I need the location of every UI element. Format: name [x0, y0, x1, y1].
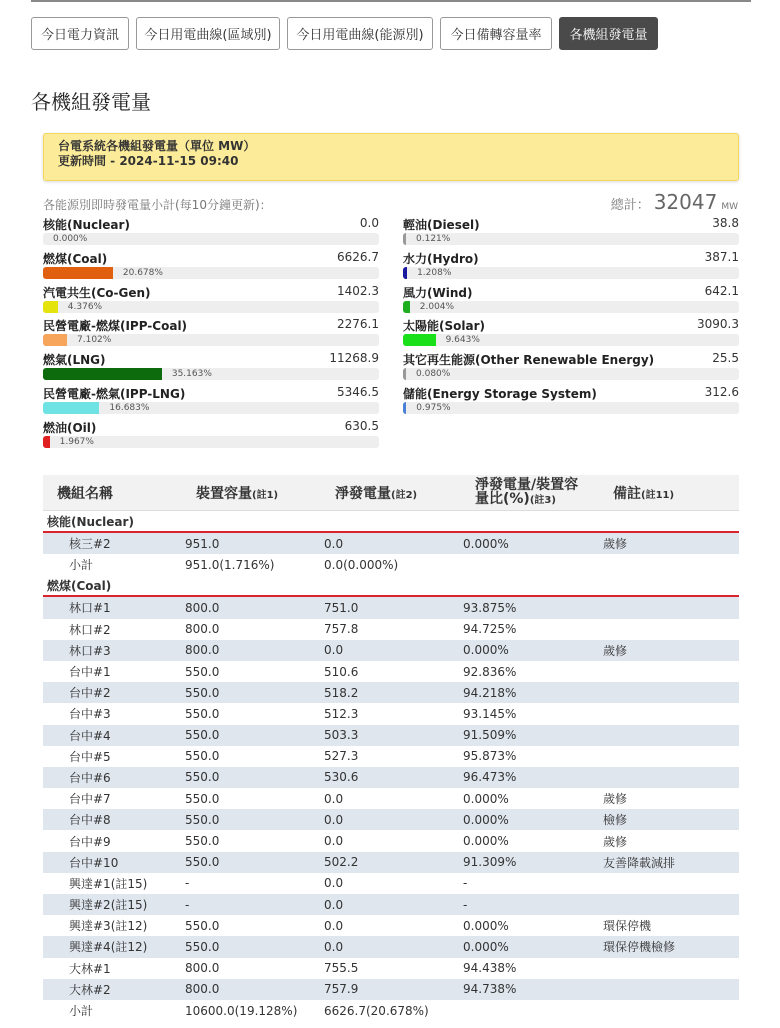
total-unit: MW — [721, 202, 738, 212]
ratio-cell: 94.725% — [463, 622, 517, 637]
source-name: 汽電共生(Co-Gen) — [43, 285, 151, 300]
remark-cell: 環保停機 — [603, 919, 652, 934]
source-bar-track — [43, 334, 379, 346]
source-percent: 2.004% — [419, 301, 455, 312]
tab-bar — [31, 17, 665, 50]
remark-cell: 歲修 — [603, 792, 628, 807]
net-generation-cell: 510.6 — [324, 664, 359, 679]
energy-source-item — [403, 216, 739, 250]
energy-source-item — [403, 351, 739, 385]
capacity-cell: 550.0 — [185, 728, 220, 743]
remark-cell: 歲修 — [603, 834, 628, 849]
header-remarks: 備註 (註11) — [613, 486, 675, 502]
energy-source-item — [43, 385, 379, 419]
ratio-cell: - — [463, 876, 468, 891]
source-bar-fill — [43, 402, 99, 414]
unit-name: 小計 — [69, 558, 94, 573]
capacity-cell: 550.0 — [185, 749, 220, 764]
capacity-cell: 550.0 — [185, 834, 220, 849]
remark-cell: 檢修 — [603, 813, 628, 828]
tab-load-curve-region[interactable]: 今日用電曲線(區域別) — [136, 17, 280, 50]
tab-load-curve-energy[interactable]: 今日用電曲線(能源別) — [287, 17, 433, 50]
ratio-cell: 0.000% — [463, 791, 509, 806]
remark-cell: 歲修 — [603, 643, 628, 658]
source-value: 642.1 — [704, 283, 739, 298]
source-percent: 35.163% — [171, 369, 212, 380]
net-generation-cell: 0.0 — [324, 643, 344, 658]
source-bar-fill — [403, 402, 406, 414]
update-time: 更新時間 - 2024-11-15 09:40 — [58, 154, 239, 168]
capacity-cell: 550.0 — [185, 812, 220, 827]
unit-name: 興達#2(註15) — [69, 898, 148, 913]
energy-source-item — [43, 250, 379, 284]
table-row — [43, 597, 739, 618]
unit-name: 林口#3 — [69, 643, 111, 658]
net-generation-cell: 0.0 — [324, 897, 344, 912]
source-bar-track — [43, 301, 379, 313]
source-value: 5346.5 — [337, 385, 379, 399]
source-value: 38.8 — [712, 216, 739, 230]
table-row — [43, 979, 739, 1000]
table-row — [43, 619, 739, 640]
table-row — [43, 852, 739, 873]
source-name: 輕油(Diesel) — [403, 218, 480, 232]
capacity-cell: 550.0 — [185, 706, 220, 721]
energy-source-item — [43, 284, 379, 318]
ratio-cell: 0.000% — [463, 918, 509, 933]
table-row — [43, 958, 739, 979]
net-generation-cell: 755.5 — [324, 961, 359, 976]
subtotal-row — [43, 554, 739, 575]
ratio-cell: 0.000% — [463, 834, 509, 849]
ratio-cell: 0.000% — [463, 939, 509, 954]
source-percent: 20.678% — [122, 267, 163, 278]
tab-power-info[interactable]: 今日電力資訊 — [31, 17, 129, 50]
source-bar-track — [403, 368, 739, 380]
net-generation-cell: 518.2 — [324, 685, 359, 700]
source-percent: 9.643% — [445, 335, 480, 346]
ratio-cell: 0.000% — [463, 812, 509, 827]
source-bar-fill — [403, 267, 407, 279]
header-capacity: 裝置容量 (註1) — [196, 486, 279, 502]
capacity-cell: 550.0 — [185, 664, 220, 679]
ratio-cell: 91.309% — [463, 855, 517, 870]
ratio-cell: 95.873% — [463, 749, 517, 764]
capacity-cell: 800.0 — [185, 961, 220, 976]
source-percent: 0.121% — [416, 234, 451, 244]
total-generation — [611, 190, 738, 214]
energy-source-item — [43, 216, 379, 250]
source-bar-track — [43, 233, 379, 245]
ratio-cell: 94.438% — [463, 961, 517, 976]
source-bar-track — [403, 301, 739, 313]
unit-name: 林口#2 — [69, 622, 111, 637]
table-row — [43, 682, 739, 703]
table-row — [43, 767, 739, 788]
capacity-cell: 550.0 — [185, 685, 220, 700]
tab-reserve-margin[interactable]: 今日備轉容量率 — [440, 17, 552, 50]
source-bar-fill — [43, 436, 50, 448]
energy-source-item — [43, 317, 379, 351]
energy-source-item — [403, 385, 739, 419]
unit-name: 台中#6 — [69, 770, 111, 785]
unit-table — [43, 511, 739, 1021]
info-box — [43, 133, 739, 181]
ratio-cell: 0.000% — [463, 536, 509, 551]
summary-caption: 各能源別即時發電量小計(每10分鐘更新)： — [43, 198, 272, 212]
source-bar-track — [43, 402, 379, 414]
source-name: 風力(Wind) — [403, 285, 473, 300]
top-divider — [31, 0, 751, 2]
table-row — [43, 809, 739, 830]
net-generation-cell: 0.0(0.000%) — [324, 557, 399, 572]
energy-source-item — [43, 419, 379, 453]
source-value: 1402.3 — [337, 283, 379, 298]
remark-cell: 歲修 — [603, 537, 628, 552]
net-generation-cell: 0.0 — [324, 812, 344, 827]
source-bar-fill — [403, 301, 410, 313]
energy-source-item — [403, 317, 739, 351]
table-row — [43, 873, 739, 894]
source-percent: 0.080% — [416, 369, 451, 380]
source-bar-track — [43, 368, 379, 380]
ratio-cell: 0.000% — [463, 643, 509, 658]
ratio-cell: 93.145% — [463, 706, 517, 721]
unit-name: 興達#4(註12) — [69, 940, 148, 955]
unit-name: 台中#8 — [69, 813, 111, 828]
ratio-cell: 94.218% — [463, 685, 517, 700]
unit-name: 核三#2 — [69, 537, 111, 552]
source-name: 燃氣(LNG) — [43, 353, 106, 368]
source-name: 水力(Hydro) — [403, 251, 479, 266]
capacity-cell: 800.0 — [185, 643, 220, 658]
capacity-cell: 951.0(1.716%) — [185, 557, 275, 572]
unit-name: 興達#3(註12) — [69, 919, 148, 934]
unit-name: 台中#2 — [69, 686, 111, 701]
net-generation-cell: 512.3 — [324, 706, 359, 721]
table-row — [43, 788, 739, 809]
capacity-cell: 10600.0(19.128%) — [185, 1003, 298, 1018]
capacity-cell: 550.0 — [185, 791, 220, 806]
source-value: 630.5 — [344, 418, 379, 433]
source-bar-track — [43, 267, 379, 279]
capacity-cell: 550.0 — [185, 770, 220, 785]
source-value: 6626.7 — [337, 249, 379, 264]
source-name: 燃煤(Coal) — [43, 251, 108, 266]
net-generation-cell: 6626.7(20.678%) — [324, 1003, 429, 1018]
ratio-cell: 96.473% — [463, 770, 517, 785]
source-value: 0.0 — [359, 216, 379, 230]
category-row — [43, 575, 739, 597]
remark-cell: 友善降載減排 — [603, 855, 676, 870]
unit-name: 台中#4 — [69, 728, 111, 743]
net-generation-cell: 530.6 — [324, 770, 359, 785]
table-row — [43, 894, 739, 915]
source-name: 民營電廠-燃氣(IPP-LNG) — [43, 387, 186, 401]
total-label: 總計： — [610, 198, 650, 213]
unit-name: 興達#1(註15) — [69, 876, 148, 891]
source-name: 其它再生能源(Other Renewable Energy) — [403, 353, 655, 368]
source-name: 核能(Nuclear) — [43, 218, 130, 232]
capacity-cell: 550.0 — [185, 939, 220, 954]
unit-name: 台中#1 — [69, 665, 111, 680]
source-name: 儲能(Energy Storage System) — [403, 387, 597, 401]
unit-name: 大林#2 — [69, 982, 111, 997]
capacity-cell: - — [185, 897, 190, 912]
table-row — [43, 661, 739, 682]
header-net-generation: 淨發電量 (註2) — [335, 486, 418, 502]
unit-name: 大林#1 — [69, 961, 111, 976]
source-percent: 1.967% — [59, 436, 94, 447]
net-generation-cell: 0.0 — [324, 834, 344, 849]
capacity-cell: 800.0 — [185, 622, 220, 637]
source-value: 312.6 — [704, 385, 739, 399]
unit-name: 台中#3 — [69, 707, 111, 722]
capacity-cell: - — [185, 876, 190, 891]
source-bar-track — [403, 267, 739, 279]
source-bar-track — [403, 233, 739, 245]
source-bar-fill — [43, 267, 113, 279]
source-name: 燃油(Oil) — [43, 420, 97, 435]
capacity-cell: 550.0 — [185, 855, 220, 870]
source-value: 387.1 — [704, 249, 739, 264]
source-bar-track — [403, 402, 739, 414]
energy-source-item — [403, 284, 739, 318]
subtotal-row — [43, 1000, 739, 1021]
source-bar-fill — [43, 301, 58, 313]
net-generation-cell: 527.3 — [324, 749, 359, 764]
ratio-cell: 92.836% — [463, 664, 517, 679]
net-generation-cell: 0.0 — [324, 791, 344, 806]
source-percent: 4.376% — [67, 301, 103, 312]
table-row — [43, 830, 739, 851]
net-generation-cell: 0.0 — [324, 918, 344, 933]
source-bar-fill — [43, 233, 46, 245]
source-value: 11268.9 — [329, 351, 379, 366]
header-unit-name: 機組名稱 — [57, 486, 113, 502]
net-generation-cell: 757.9 — [324, 982, 359, 997]
source-percent: 7.102% — [77, 335, 112, 346]
table-row — [43, 936, 739, 957]
net-generation-cell: 503.3 — [324, 728, 359, 743]
total-value: 32047 — [653, 190, 718, 214]
source-value: 25.5 — [712, 351, 739, 366]
unit-name: 台中#10 — [69, 855, 119, 870]
source-value: 2276.1 — [337, 317, 379, 332]
net-generation-cell: 0.0 — [324, 939, 344, 954]
info-title: 台電系統各機組發電量（單位 MW） — [58, 139, 256, 153]
capacity-cell: 951.0 — [185, 536, 220, 551]
source-bar-fill — [403, 368, 406, 380]
capacity-cell: 550.0 — [185, 918, 220, 933]
table-row — [43, 746, 739, 767]
header-capacity-ratio: 淨發電量/裝置容 量比(%)(註3) — [475, 477, 579, 507]
table-row — [43, 915, 739, 936]
source-bar-fill — [403, 334, 436, 346]
capacity-cell: 800.0 — [185, 982, 220, 997]
source-bar-track — [43, 436, 379, 448]
table-row — [43, 703, 739, 724]
net-generation-cell: 0.0 — [324, 876, 344, 891]
source-bar-fill — [403, 233, 406, 245]
category-name: 燃煤(Coal) — [47, 578, 112, 593]
unit-name: 台中#7 — [69, 792, 111, 807]
unit-name: 台中#5 — [69, 749, 111, 764]
source-bar-fill — [43, 334, 67, 346]
ratio-cell: 91.509% — [463, 728, 517, 743]
source-percent: 1.208% — [417, 267, 452, 278]
ratio-cell: 94.738% — [463, 982, 517, 997]
source-value: 3090.3 — [697, 317, 739, 332]
ratio-cell: - — [463, 897, 468, 912]
ratio-cell: 93.875% — [463, 600, 517, 615]
capacity-cell: 800.0 — [185, 600, 220, 615]
tab-unit-generation[interactable]: 各機組發電量 — [559, 17, 658, 50]
source-percent: 0.000% — [53, 234, 88, 244]
net-generation-cell: 751.0 — [324, 600, 359, 615]
unit-name: 台中#9 — [69, 834, 111, 849]
source-bar-track — [403, 334, 739, 346]
category-row — [43, 511, 739, 533]
energy-source-item — [43, 351, 379, 385]
net-generation-cell: 757.8 — [324, 622, 359, 637]
category-name: 核能(Nuclear) — [47, 514, 134, 529]
source-name: 太陽能(Solar) — [403, 319, 485, 334]
source-bar-fill — [43, 368, 162, 380]
table-row — [43, 725, 739, 746]
page-title: 各機組發電量 — [31, 90, 151, 114]
source-percent: 16.683% — [109, 403, 150, 413]
table-row — [43, 533, 739, 554]
net-generation-cell: 502.2 — [324, 855, 359, 870]
source-name: 民營電廠-燃煤(IPP-Coal) — [43, 319, 188, 334]
unit-name: 小計 — [69, 1004, 94, 1019]
source-percent: 0.975% — [416, 403, 451, 413]
net-generation-cell: 0.0 — [324, 536, 344, 551]
table-header — [43, 475, 739, 511]
remark-cell: 環保停機檢修 — [603, 940, 676, 955]
unit-name: 林口#1 — [69, 601, 111, 616]
energy-source-item — [403, 250, 739, 284]
table-row — [43, 640, 739, 661]
